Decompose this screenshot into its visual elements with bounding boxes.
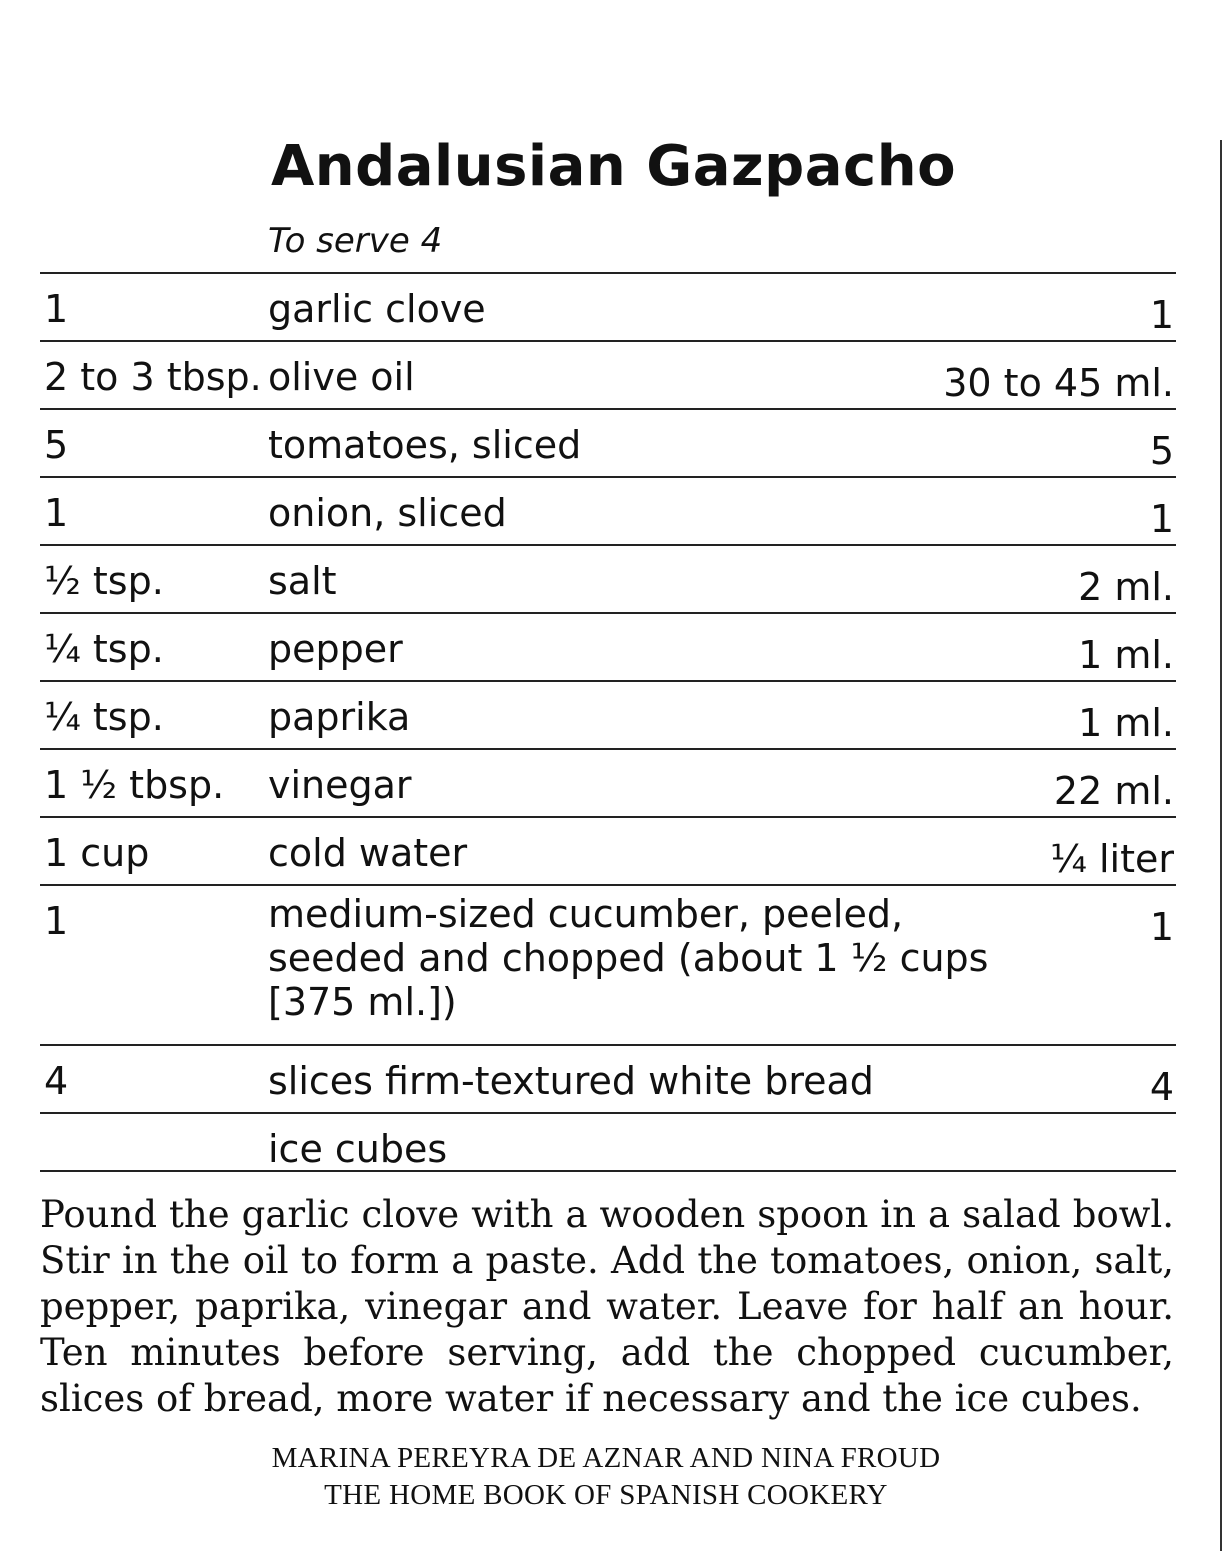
us-amount: 4 (44, 1059, 69, 1103)
metric-amount: 2 ml. (1078, 565, 1174, 609)
source-authors: MARINA PEREYRA DE AZNAR AND NINA FROUD (271, 1442, 941, 1474)
ingredient-row (40, 1046, 1176, 1114)
ingredient-name: pepper (268, 627, 403, 671)
ingredient-name: cold water (268, 831, 468, 875)
ingredient-name: ice cubes (268, 1127, 448, 1171)
metric-amount: ¼ liter (1050, 837, 1174, 881)
ingredient-row (40, 818, 1176, 886)
us-amount: 2 to 3 tbsp. (44, 355, 262, 399)
ingredient-name: medium-sized cucumber, peeled, seeded and chopped (about 1 ½ cups [375 ml.]) (268, 892, 989, 1024)
servings-note: To serve 4 (268, 221, 443, 261)
ingredient-name: tomatoes, sliced (268, 423, 582, 467)
metric-amount: 1 (1149, 293, 1174, 337)
metric-amount: 1 (1149, 497, 1174, 541)
us-amount: 1 (44, 287, 69, 331)
ingredient-name: olive oil (268, 355, 415, 399)
metric-amount: 5 (1149, 429, 1174, 473)
ingredient-name: vinegar (268, 763, 412, 807)
ingredient-row (40, 410, 1176, 478)
us-amount: 1 cup (44, 831, 150, 875)
us-amount: ½ tsp. (44, 559, 164, 603)
ingredient-name: onion, sliced (268, 491, 507, 535)
us-amount: ¼ tsp. (44, 627, 164, 671)
us-amount: ¼ tsp. (44, 695, 164, 739)
source-credit (0, 1440, 1212, 1514)
recipe-directions: Pound the garlic clove with a wooden spoon in a salad bowl. Stir in the oil to form a paste. Add the tomatoes, onion, salt, pepper, paprika, vinegar and water. Leave for half an hour. Ten minutes before serving, add the chopped cucumber, slices of bread, more water if necessary and the ice cubes. (40, 1193, 1174, 1420)
metric-amount: 30 to 45 ml. (943, 361, 1174, 405)
us-amount: 1 (44, 491, 69, 535)
ingredient-row (40, 1114, 1176, 1172)
ingredient-row (40, 274, 1176, 342)
ingredient-name: slices firm-textured white bread (268, 1059, 874, 1103)
metric-amount: 4 (1149, 1065, 1174, 1109)
metric-amount: 1 ml. (1078, 633, 1174, 677)
us-amount: 5 (44, 423, 69, 467)
ingredient-row (40, 546, 1176, 614)
metric-amount: 1 ml. (1078, 701, 1174, 745)
source-book: THE HOME BOOK OF SPANISH COOKERY (324, 1479, 888, 1511)
ingredient-name: garlic clove (268, 287, 486, 331)
ingredient-row (40, 682, 1176, 750)
page-edge-line (1220, 140, 1222, 1551)
us-amount: 1 ½ tbsp. (44, 763, 225, 807)
us-amount: 1 (44, 899, 69, 943)
recipe-title: Andalusian Gazpacho (270, 134, 957, 199)
ingredients-table (40, 272, 1176, 1172)
ingredient-row (40, 614, 1176, 682)
ingredient-row (40, 342, 1176, 410)
ingredient-row (40, 478, 1176, 546)
ingredient-name: paprika (268, 695, 411, 739)
ingredient-row (40, 886, 1176, 1046)
ingredient-name: salt (268, 559, 337, 603)
metric-amount: 1 (1149, 905, 1174, 949)
metric-amount: 22 ml. (1053, 769, 1174, 813)
ingredient-row (40, 750, 1176, 818)
